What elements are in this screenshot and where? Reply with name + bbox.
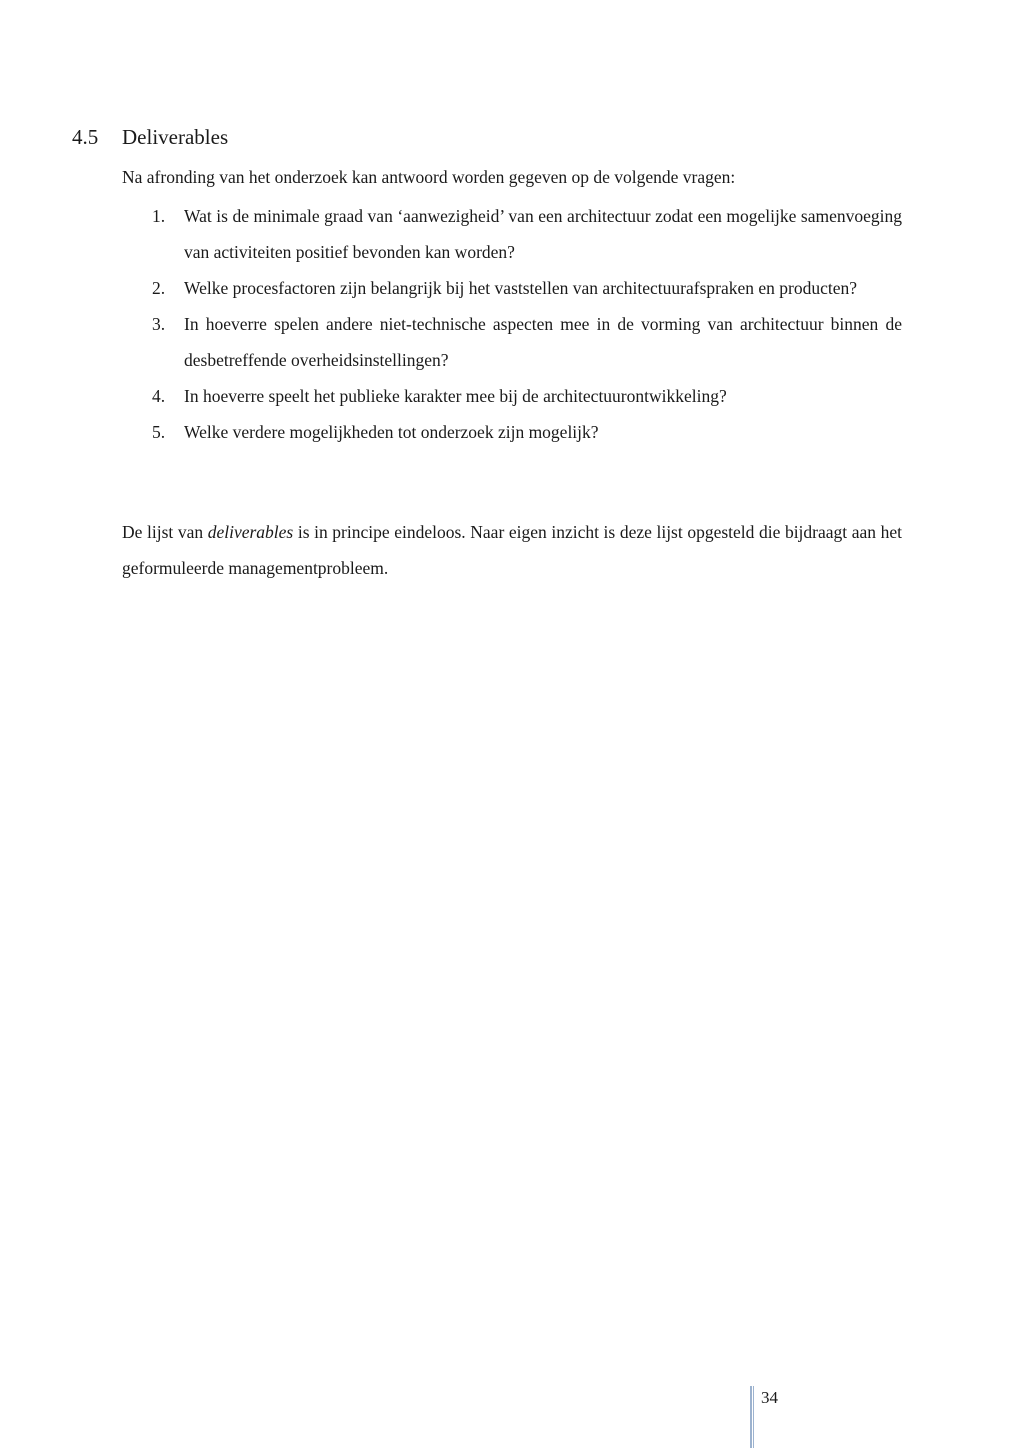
section-heading [72, 123, 228, 151]
list-item [122, 414, 902, 450]
page-number: 34 [761, 1388, 778, 1407]
closing-prefix: De lijst van [122, 522, 208, 542]
question-list [122, 198, 902, 450]
list-item-text: Welke procesfactoren zijn belangrijk bij het vaststellen van architectuurafspraken en producten? [184, 278, 858, 298]
list-item-number: 2. [152, 278, 166, 298]
page-number-rule [750, 1386, 754, 1448]
section-number: 4.5 [72, 125, 99, 149]
intro-paragraph: Na afronding van het onderzoek kan antwoord worden gegeven op de volgende vragen: [122, 167, 736, 187]
list-item-text: Wat is de minimale graad van ‘aanwezigheid’ van een architectuur zodat een mogelijke samenvoeging van activiteiten positief bevonden kan worden? [184, 206, 902, 262]
list-item-text: In hoeverre spelen andere niet-technische aspecten mee in de vorming van architectuur binnen de desbetreffende overheidsinstellingen? [184, 314, 902, 370]
list-item [122, 306, 902, 378]
closing-suffix: is in principe eindeloos. Naar eigen inzicht is deze lijst opgesteld die bijdraagt aan het geformuleerde managementprobleem. [122, 522, 902, 578]
list-item-number: 4. [152, 386, 166, 406]
list-item [122, 270, 902, 306]
list-item-number: 5. [152, 422, 166, 442]
section-title: Deliverables [122, 125, 229, 149]
list-item-number: 1. [152, 206, 166, 226]
list-item [122, 378, 902, 414]
list-item-text: Welke verdere mogelijkheden tot onderzoek zijn mogelijk? [184, 422, 599, 442]
list-item-text: In hoeverre speelt het publieke karakter mee bij de architectuurontwikkeling? [184, 386, 727, 406]
list-item [122, 198, 902, 270]
closing-paragraph [122, 514, 902, 586]
list-item-number: 3. [152, 314, 166, 334]
closing-emphasis: deliverables [207, 522, 294, 542]
